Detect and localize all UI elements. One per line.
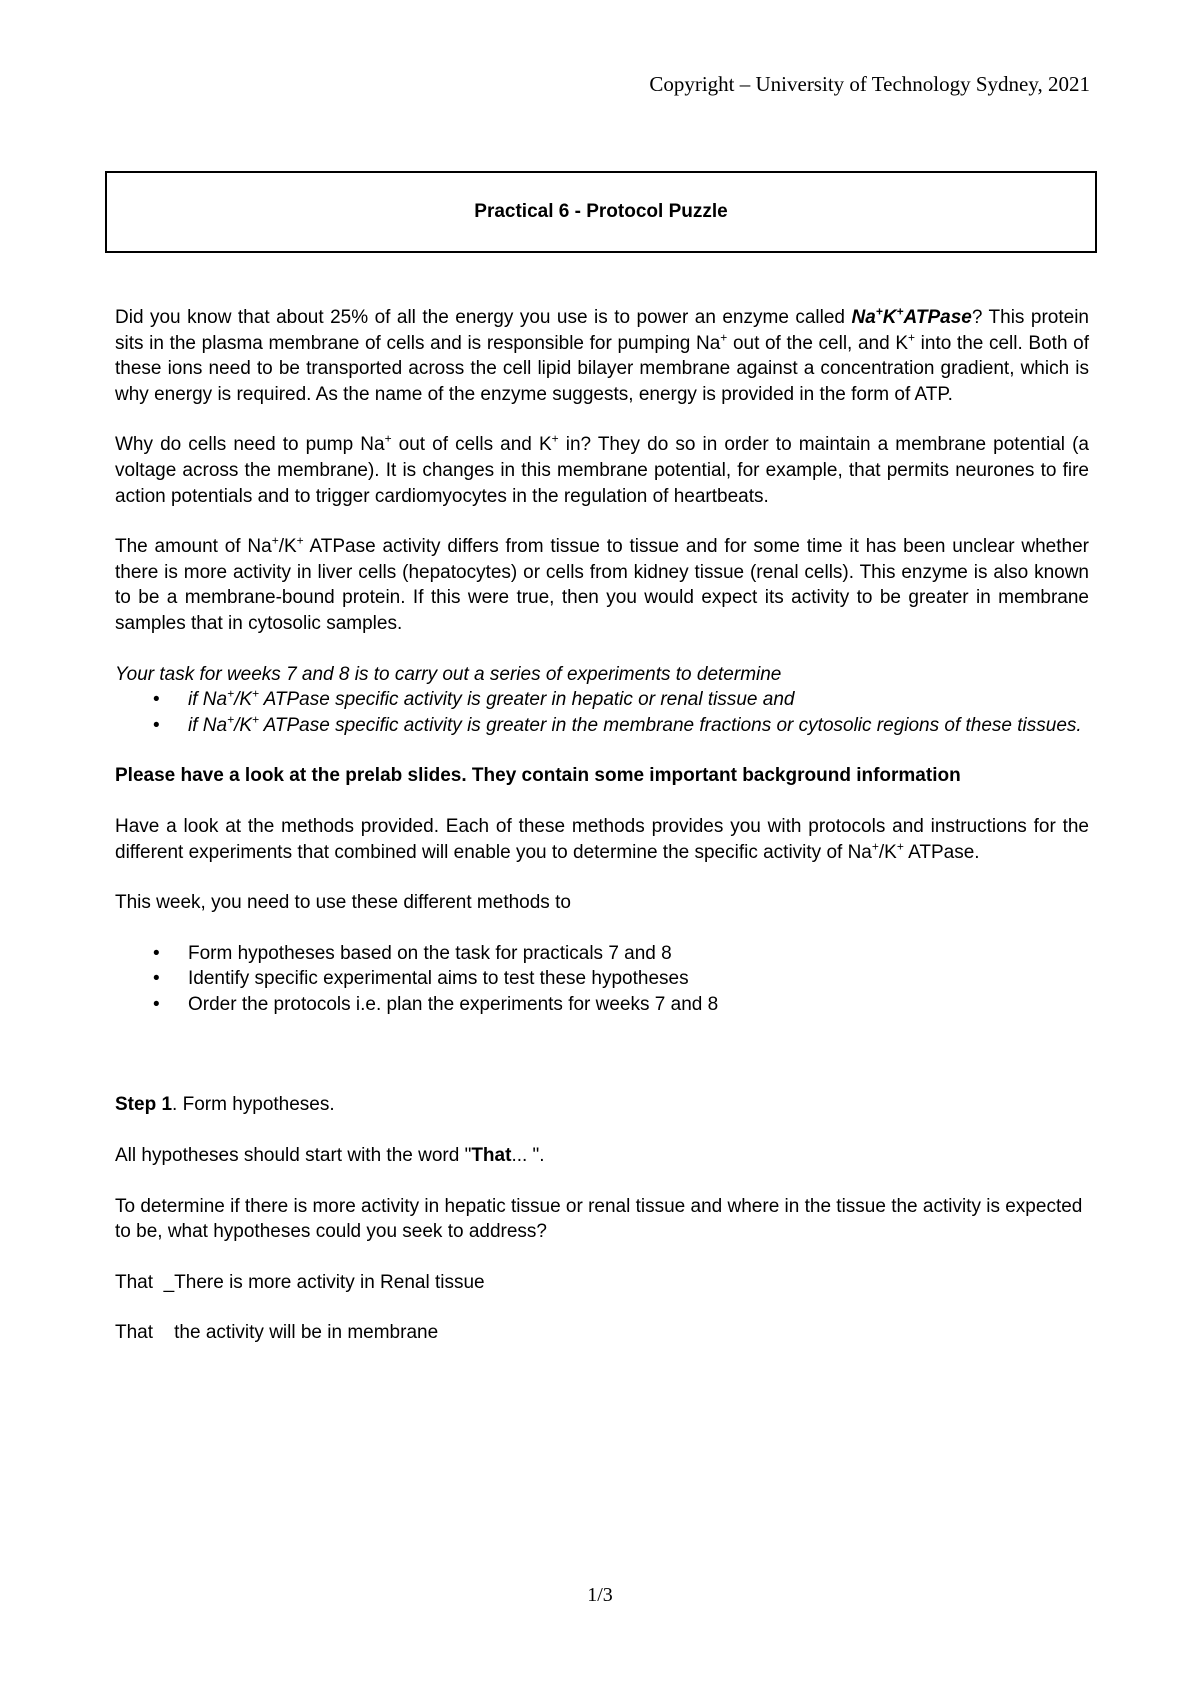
methods-text: Have a look at the methods provided. Each of these methods provides you with protocols and instructions for the different experiments that combined will enable you to determine the specific activity of Na — [115, 815, 1089, 863]
step1-heading — [115, 1092, 1089, 1118]
list-item-text: Form hypotheses based on the task for practicals 7 and 8 — [188, 942, 672, 964]
copyright-notice: Copyright – University of Technology Sydney, 2021 — [649, 72, 1090, 96]
rule-text: All hypotheses should start with the word " — [115, 1145, 472, 1167]
superscript-plus: + — [871, 839, 879, 854]
task-lead: Your task for weeks 7 and 8 is to carry out a series of experiments to determine — [115, 663, 782, 685]
superscript-plus: + — [227, 712, 235, 727]
intro-paragraph-2 — [115, 432, 1089, 509]
intro-text: in? They do so in order to maintain a membrane potential (a voltage across the membrane). It is changes in this membrane potential, for example, that permits neurones to fire action potentials and to trigger cardiomyocytes in the regulation of heartbeats. — [115, 434, 1089, 507]
intro-paragraph-3 — [115, 534, 1089, 636]
superscript-plus: + — [252, 712, 260, 727]
methods-text: ATPase. — [903, 841, 980, 863]
week-list — [115, 941, 1089, 1018]
enzyme-na: Na — [851, 307, 876, 328]
hypothesis-answer-2 — [115, 1320, 1089, 1346]
enzyme-name — [851, 304, 972, 328]
answer-text: the activity will be in membrane — [174, 1322, 439, 1344]
list-item — [115, 992, 1089, 1018]
enzyme-atpase: ATPase — [903, 307, 972, 328]
superscript-plus: + — [296, 533, 304, 548]
bullet-icon: • — [153, 942, 160, 964]
hypothesis-rule — [115, 1143, 1089, 1169]
list-item-text: if Na — [188, 714, 228, 736]
superscript-plus: + — [908, 330, 916, 345]
hypothesis-question: To determine if there is more activity in hepatic tissue or renal tissue and where in the tissue the activity is expected to be, what hypotheses could you seek to address? — [115, 1195, 1083, 1243]
list-item — [115, 941, 1089, 967]
week-lead: This week, you need to use these different methods to — [115, 892, 571, 914]
list-item-text: if Na — [188, 689, 228, 711]
intro-paragraph-1 — [115, 305, 1089, 407]
intro-text: into the cell. Both of these ions need to be transported across the cell lipid bilayer membrane against a concentration gradient, which is why energy is required. As the name of the enzyme suggests, energy is provided in the form of ATP. — [115, 332, 1089, 405]
page-title: Practical 6 - Protocol Puzzle — [474, 201, 728, 222]
hypothesis-answer-1 — [115, 1270, 1089, 1296]
intro-text: Why do cells need to pump Na — [115, 434, 385, 456]
intro-text: /K — [278, 536, 297, 558]
intro-text: Did you know that about 25% of all the energy you use is to power an enzyme called — [115, 307, 852, 328]
intro-text: out of the cell, and K — [727, 332, 908, 354]
superscript-plus: + — [252, 686, 260, 701]
superscript-plus: + — [227, 686, 235, 701]
list-item — [115, 687, 1089, 713]
superscript-plus: + — [384, 432, 392, 447]
superscript-plus: + — [551, 432, 559, 447]
intro-text: out of cells and K — [391, 434, 552, 456]
step1-text: . Form hypotheses. — [172, 1094, 335, 1116]
methods-text: /K — [878, 841, 897, 863]
answer-prefix: That — [115, 1271, 154, 1293]
prelab-note: Please have a look at the prelab slides. They contain some important background information — [115, 765, 961, 787]
superscript-plus: + — [896, 839, 904, 854]
page-number: 1/3 — [587, 1584, 613, 1606]
superscript-plus: + — [271, 533, 279, 548]
bullet-icon: • — [153, 689, 160, 711]
intro-text: ? This protein sits in the plasma membrane of cells and is responsible for pumping Na — [115, 307, 1089, 354]
rule-text: ... ". — [511, 1145, 545, 1167]
list-item-text: /K — [234, 714, 253, 736]
methods-paragraph — [115, 814, 1089, 865]
bullet-icon: • — [153, 993, 160, 1015]
list-item-text: Identify specific experimental aims to test these hypotheses — [188, 968, 689, 990]
bullet-icon: • — [153, 714, 160, 736]
list-item-text: Order the protocols i.e. plan the experiments for weeks 7 and 8 — [188, 993, 719, 1015]
list-item-text: ATPase specific activity is greater in the membrane fractions or cytosolic regions of these tissues. — [259, 714, 1082, 736]
step1-label: Step 1 — [115, 1094, 173, 1116]
answer-text: _There is more activity in Renal tissue — [163, 1271, 485, 1293]
document-body — [115, 305, 1089, 1346]
answer-prefix: That — [115, 1322, 154, 1344]
superscript-plus: + — [896, 304, 904, 319]
intro-text: ATPase activity differs from tissue to tissue and for some time it has been unclear whether there is more activity in liver cells (hepatocytes) or cells from kidney tissue (renal cells). This enzyme is also known to be a membrane-bound protein. If this were true, then you would expect its activity to be greater in membrane samples that in cytosolic samples. — [115, 536, 1089, 634]
rule-bold-word: That — [471, 1145, 512, 1167]
title-box — [105, 171, 1097, 253]
list-item — [115, 713, 1089, 739]
superscript-plus: + — [720, 330, 728, 345]
task-list — [115, 687, 1089, 738]
superscript-plus: + — [875, 304, 883, 319]
intro-text: The amount of Na — [115, 536, 272, 558]
list-item — [115, 966, 1089, 992]
list-item-text: ATPase specific activity is greater in hepatic or renal tissue and — [259, 689, 795, 711]
enzyme-k: K — [882, 307, 897, 328]
list-item-text: /K — [234, 689, 253, 711]
bullet-icon: • — [153, 968, 160, 990]
